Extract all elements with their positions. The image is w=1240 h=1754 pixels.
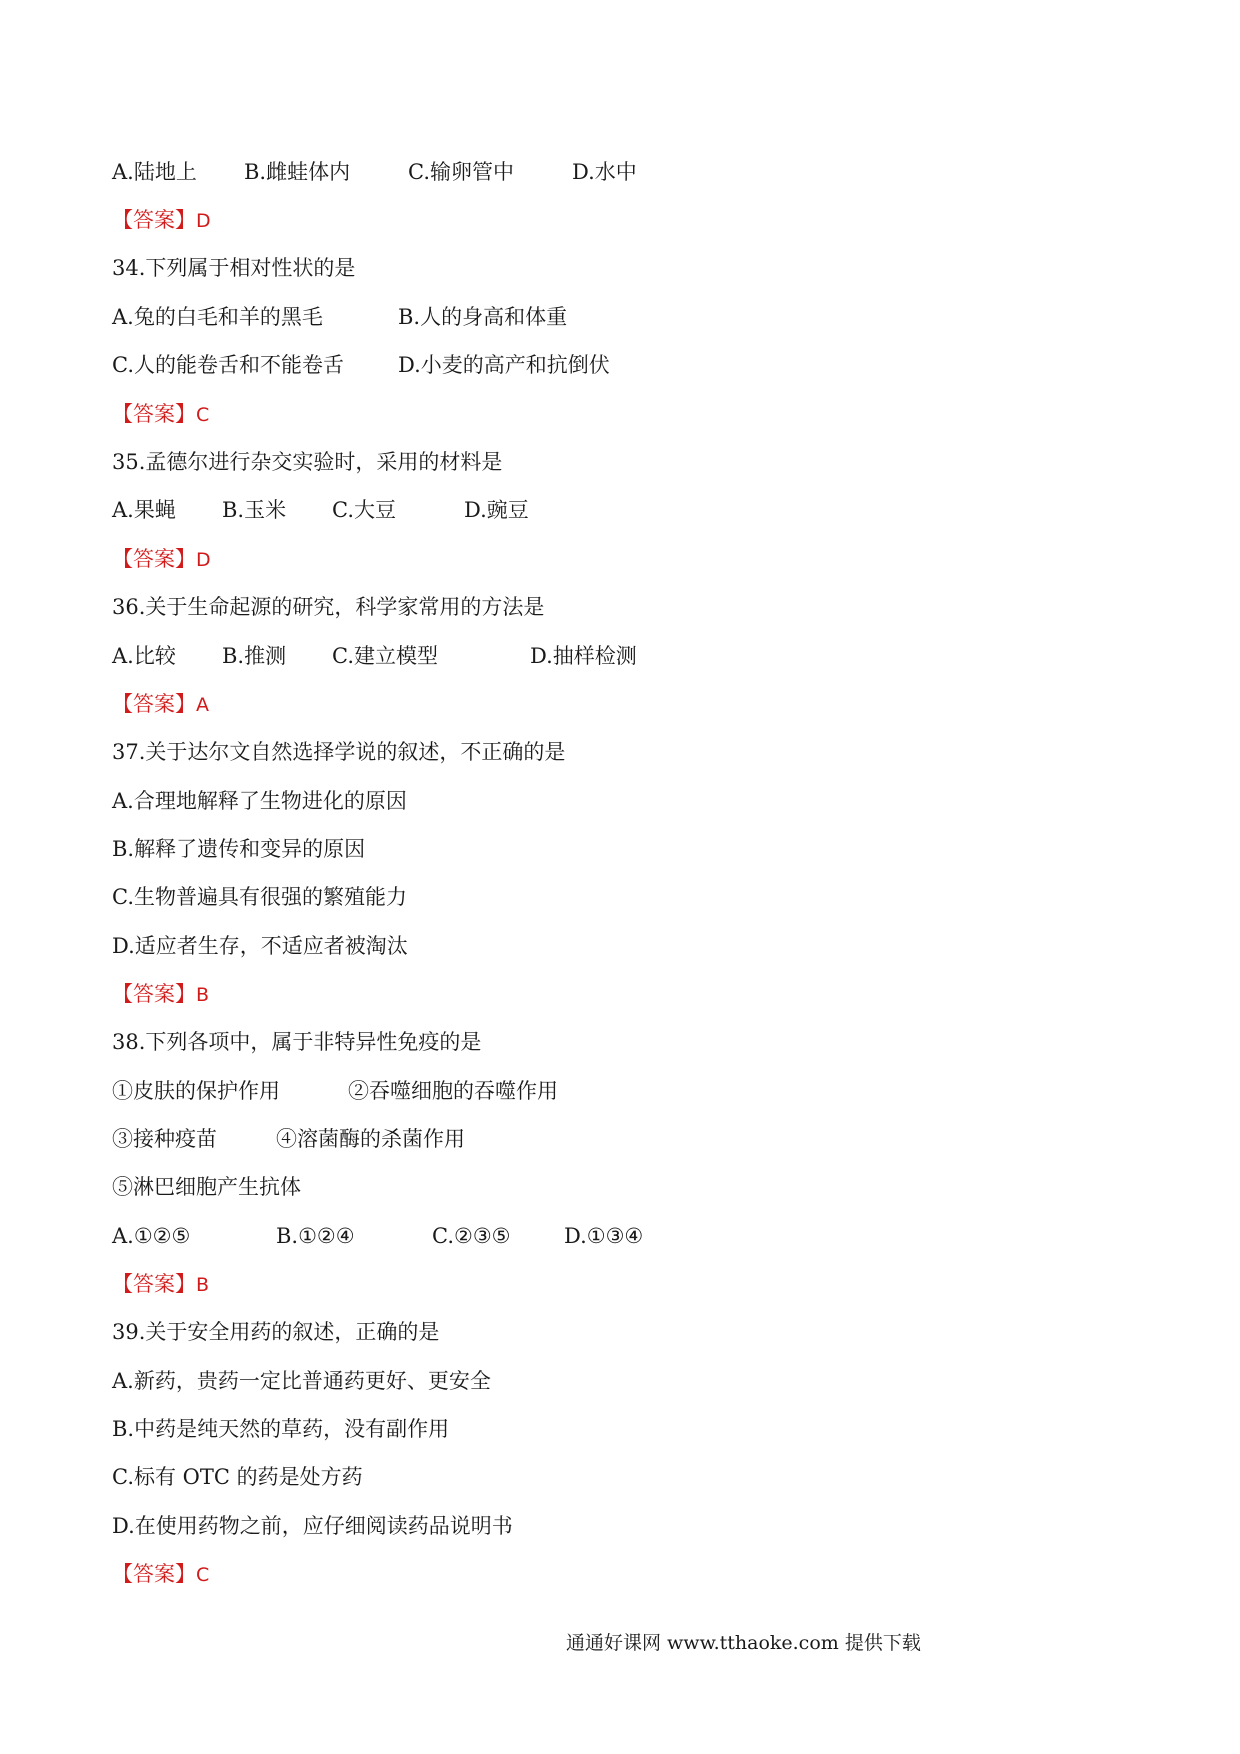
q37-option-b: B.解释了遗传和变异的原因	[112, 837, 366, 861]
answer-value: C	[196, 404, 210, 426]
q35-option-a: A.果蝇	[112, 498, 176, 522]
q37-option-d: D.适应者生存，不适应者被淘汰	[112, 934, 408, 958]
q38-option-a: A.①②⑤	[112, 1224, 191, 1248]
q38-option-c: C.②③⑤	[432, 1224, 511, 1248]
q34-options-row-2	[112, 345, 812, 385]
q38-items-row-1	[112, 1071, 812, 1111]
q37-option-a: A.合理地解释了生物进化的原因	[112, 789, 407, 813]
q35-option-d: D.豌豆	[464, 498, 529, 522]
answer-value: C	[196, 1564, 210, 1586]
answer-value: D	[196, 210, 211, 232]
q38-stem: 38.下列各项中，属于非特异性免疫的是	[112, 1030, 482, 1054]
q33-answer	[112, 200, 211, 240]
q37-option-c: C.生物普遍具有很强的繁殖能力	[112, 885, 407, 909]
q39-option-d: D.在使用药物之前，应仔细阅读药品说明书	[112, 1514, 513, 1538]
q36-option-d: D.抽样检测	[530, 644, 637, 668]
q34-option-a: A.兔的白毛和羊的黑毛	[112, 305, 323, 329]
q35-answer	[112, 539, 211, 579]
q38-option-d: D.①③④	[564, 1224, 644, 1248]
q35-option-b: B.玉米	[222, 498, 287, 522]
q39-option-c: C.标有 OTC 的药是处方药	[112, 1465, 363, 1489]
q35-stem: 35.孟德尔进行杂交实验时，采用的材料是	[112, 450, 503, 474]
answer-label: 【答案】	[112, 208, 196, 232]
q38-answer	[112, 1264, 209, 1304]
q38-item-1: ①皮肤的保护作用	[112, 1079, 280, 1103]
q35-options	[112, 490, 812, 530]
q35-option-c: C.大豆	[332, 498, 396, 522]
answer-value: D	[196, 549, 211, 571]
answer-value: A	[196, 694, 209, 716]
answer-value: B	[196, 1274, 210, 1296]
q38-option-b: B.①②④	[276, 1224, 355, 1248]
answer-label: 【答案】	[112, 982, 196, 1006]
q34-option-d: D.小麦的高产和抗倒伏	[398, 353, 610, 377]
answer-label: 【答案】	[112, 1562, 196, 1586]
q36-option-a: A.比较	[112, 644, 176, 668]
q38-item-3: ③接种疫苗	[112, 1127, 217, 1151]
answer-label: 【答案】	[112, 692, 196, 716]
q37-answer	[112, 974, 209, 1014]
answer-label: 【答案】	[112, 1272, 196, 1296]
q38-item-4: ④溶菌酶的杀菌作用	[276, 1127, 465, 1151]
q33-options	[112, 152, 812, 192]
q39-answer	[112, 1554, 209, 1594]
q34-stem: 34.下列属于相对性状的是	[112, 256, 356, 280]
page-footer: 通通好课网 www.tthaoke.com 提供下载	[566, 1632, 921, 1654]
q36-option-c: C.建立模型	[332, 644, 438, 668]
q39-option-b: B.中药是纯天然的草药，没有副作用	[112, 1417, 450, 1441]
q33-option-b: B.雌蛙体内	[244, 160, 351, 184]
q38-item-2: ②吞噬细胞的吞噬作用	[348, 1079, 558, 1103]
answer-value: B	[196, 984, 210, 1006]
answer-label: 【答案】	[112, 547, 196, 571]
q33-option-c: C.输卵管中	[408, 160, 514, 184]
q38-options	[112, 1216, 812, 1256]
q36-answer	[112, 684, 209, 724]
q34-options-row-1	[112, 297, 812, 337]
q38-items-row-2	[112, 1119, 812, 1159]
q39-stem: 39.关于安全用药的叙述，正确的是	[112, 1320, 440, 1344]
q34-answer	[112, 394, 209, 434]
q34-option-c: C.人的能卷舌和不能卷舌	[112, 353, 344, 377]
q33-option-d: D.水中	[572, 160, 637, 184]
q36-options	[112, 636, 812, 676]
q34-option-b: B.人的身高和体重	[398, 305, 568, 329]
answer-label: 【答案】	[112, 402, 196, 426]
q36-stem: 36.关于生命起源的研究，科学家常用的方法是	[112, 595, 545, 619]
q39-option-a: A.新药，贵药一定比普通药更好、更安全	[112, 1369, 491, 1393]
q37-stem: 37.关于达尔文自然选择学说的叙述，不正确的是	[112, 740, 566, 764]
q38-item-5: ⑤淋巴细胞产生抗体	[112, 1175, 301, 1199]
q36-option-b: B.推测	[222, 644, 287, 668]
q33-option-a: A.陆地上	[112, 160, 197, 184]
